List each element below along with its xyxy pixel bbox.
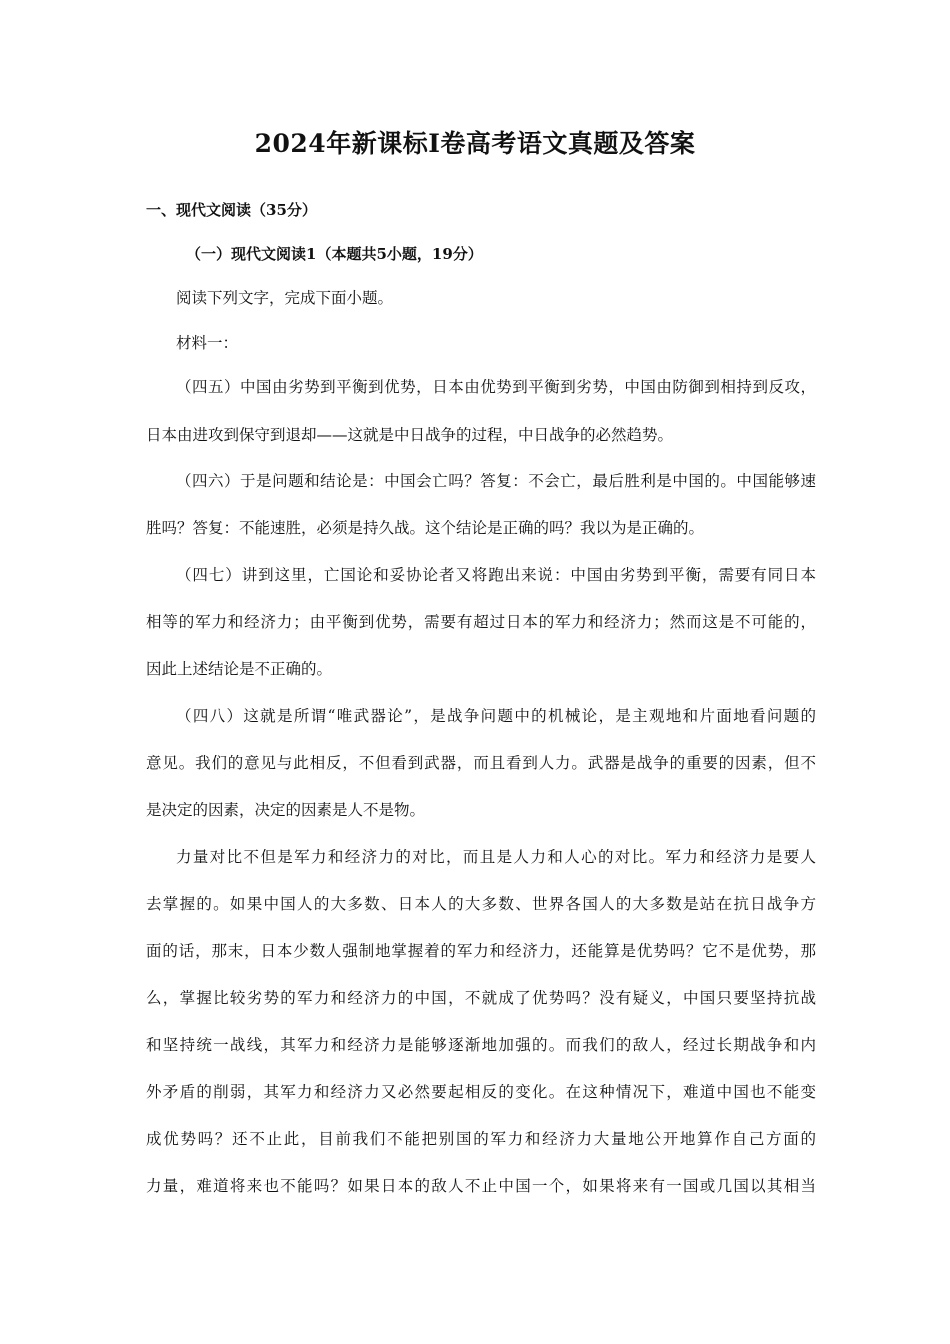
paragraph-line: （四七）讲到这里，亡国论和妥协论者又将跑出来说：中国由劣势到平衡，需要有同日本 (176, 566, 816, 584)
paragraph-line: 是决定的因素，决定的因素是人不是物。 (146, 801, 426, 819)
paragraph-line: 和坚持统一战线，其军力和经济力是能够逐渐地加强的。而我们的敌人，经过长期战争和内 (146, 1036, 816, 1054)
paragraph-line: 日本由进攻到保守到退却——这就是中日战争的过程，中日战争的必然趋势。 (146, 426, 674, 444)
paragraph-line: 力量对比不但是军力和经济力的对比，而且是人力和人心的对比。军力和经济力是要人 (176, 848, 816, 866)
sub-heading: （一）现代文阅读1（本题共5小题，19分） (186, 245, 483, 263)
paragraph-line: （四八）这就是所谓“唯武器论”，是战争问题中的机械论，是主观地和片面地看问题的 (176, 707, 816, 725)
paragraph-line: 么，掌握比较劣势的军力和经济力的中国，不就成了优势吗？没有疑义，中国只要坚持抗战 (146, 989, 816, 1007)
paragraph-line: 去掌握的。如果中国人的大多数、日本人的大多数、世界各国人的大多数是站在抗日战争方 (146, 895, 816, 913)
paragraph-line: 意见。我们的意见与此相反，不但看到武器，而且看到人力。武器是战争的重要的因素，但不 (146, 754, 816, 772)
material-label: 材料一： (176, 334, 239, 352)
instruction-text: 阅读下列文字，完成下面小题。 (176, 289, 394, 307)
paragraph-line: 力量，难道将来也不能吗？如果日本的敌人不止中国一个，如果将来有一国或几国以其相当 (146, 1177, 816, 1195)
paragraph-line: 面的话，那末，日本少数人强制地掌握着的军力和经济力，还能算是优势吗？它不是优势，那 (146, 942, 816, 960)
paragraph-line: 外矛盾的削弱，其军力和经济力又必然要起相反的变化。在这种情况下，难道中国也不能变 (146, 1083, 816, 1101)
document-title: 2024年新课标Ⅰ卷高考语文真题及答案 (254, 129, 696, 158)
paragraph-line: 成优势吗？还不止此，目前我们不能把别国的军力和经济力大量地公开地算作自己方面的 (146, 1130, 816, 1148)
paragraph-line: 因此上述结论是不正确的。 (146, 660, 333, 678)
paragraph-line: 相等的军力和经济力；由平衡到优势，需要有超过日本的军力和经济力；然而这是不可能的， (146, 613, 816, 631)
section-heading: 一、现代文阅读（35分） (146, 201, 317, 219)
paragraph-line: （四六）于是问题和结论是：中国会亡吗？答复：不会亡，最后胜利是中国的。中国能够速 (176, 472, 816, 490)
paragraph-line: （四五）中国由劣势到平衡到优势，日本由优势到平衡到劣势，中国由防御到相持到反攻， (176, 378, 816, 396)
paragraph-line: 胜吗？答复：不能速胜，必须是持久战。这个结论是正确的吗？我以为是正确的。 (146, 519, 705, 537)
